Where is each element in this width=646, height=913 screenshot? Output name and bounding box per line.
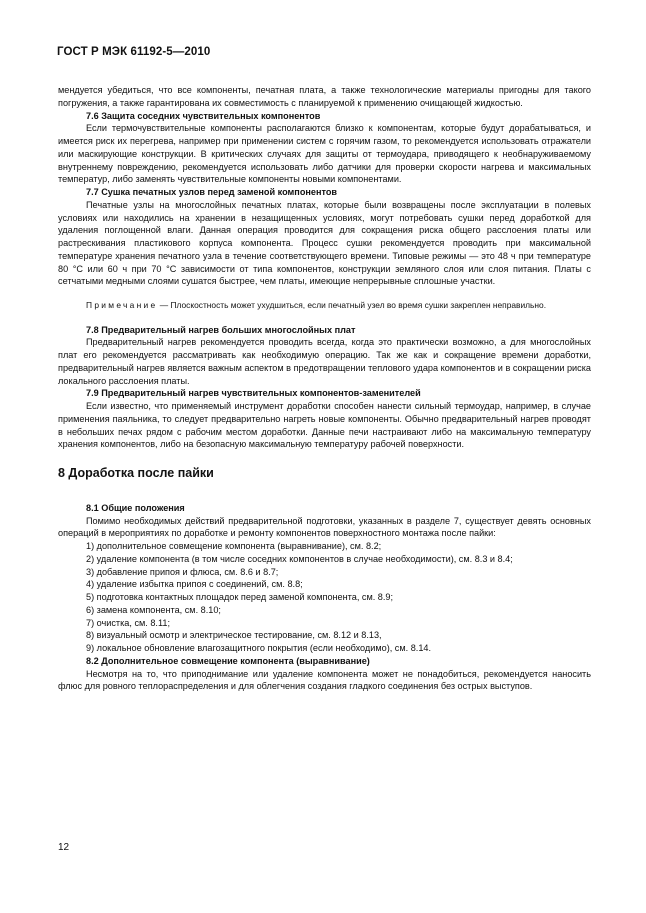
intro-paragraph: мендуется убедиться, что все компоненты, печатная плата, а также технологические материалы пригодны для такого погружения, а также гарантирована их совместимость с планируемой к применению очищающей жидкостью. <box>58 85 591 108</box>
section-7-9-title: 7.9 Предварительный нагрев чувствительных компонентов-заменителей <box>86 388 421 399</box>
list-item: 3) добавление припоя и флюса, см. 8.6 и 8.7; <box>86 566 279 577</box>
list-item: 1) дополнительное совмещение компонента (выравнивание), см. 8.2; <box>86 541 382 551</box>
list-item: 8) визуальный осмотр и электрическое тестирование, см. 8.12 и 8.13, <box>86 630 382 641</box>
section-8-1-title: 8.1 Общие положения <box>86 502 185 513</box>
list-item: 5) подготовка контактных площадок перед заменой компонента, см. 8.9; <box>86 592 394 602</box>
section-7-7-text: Печатные узлы на многослойных печатных платах, которые были возвращены после эксплуатации в полевых условиях или находились на хранении в незащищенных условиях, могут потребовать сушки перед доработкой для удаления поглощенной влаги. Данная операция проводится для сокращения риска общего расслоения платы или растрескивания пластикового корпуса компонента. Процесс сушки рекомендуется проводить при максимальной температуре хранения печатного узла в течение соответствующего времени. Типовые режимы — это 48 ч при температуре 80 °С или 60 ч при 70 °С зависимости от типа компонентов, конструкции земляного слоя или слоя питания. Платы с сетчатыми медными слоями сушатся быстрее, чем платы, имеющие непрерывные сплошные участки. <box>58 199 591 287</box>
note-label: Примечание <box>86 300 158 310</box>
section-7-8-title: 7.8 Предварительный нагрев больших многослойных плат <box>86 324 356 335</box>
section-7-7-title: 7.7 Сушка печатных узлов перед заменой компонентов <box>86 187 338 197</box>
section-8-heading: 8 Доработка после пайки <box>58 466 214 480</box>
list-item: 7) очистка, см. 8.11; <box>86 617 170 628</box>
document-header: ГОСТ Р МЭК 61192-5—2010 <box>57 46 211 58</box>
section-8-1-text: Помимо необходимых действий предварительной подготовки, указанных в разделе 7, существует девять основных операций в мероприятиях по доработке и ремонту компонентов поверхностного монтажа после пайки: <box>58 515 591 539</box>
section-7-6-title: 7.6 Защита соседних чувствительных компонентов <box>86 110 321 121</box>
section-7-9-text: Если известно, что применяемый инструмент доработки способен нанести сильный термоудар, например, в случае применения паяльника, то следует предварительно нагреть новые компоненты. Обычно предварительный нагрев проводят в небольших печах рядом с рабочим местом доработки. Данные печи настраивают либо на максимальную температуру хранения компонентов, либо на безопасную максимальную температуру рабочей поверхности. <box>58 401 591 450</box>
page-number: 12 <box>58 842 70 853</box>
section-8-2-title: 8.2 Дополнительное совмещение компонента (выравнивание) <box>86 655 370 666</box>
list-item: 4) удаление избытка припоя с соединений, см. 8.8; <box>86 579 303 590</box>
section-8-2-text: Несмотря на то, что приподнимание или удаление компонента может не понадобиться, рекомендуется наносить флюс для ровного теплораспределения и для облегчения создания гладкого соединения без острых выступов. <box>58 668 591 692</box>
list-item: 9) локальное обновление влагозащитного покрытия (если необходимо), см. 8.14. <box>86 643 432 653</box>
operations-list <box>58 540 591 655</box>
section-7-6-text: Если термочувствительные компоненты располагаются близко к компонентам, которые будут дорабатываться, и имеется риск их перегрева, например при применении систем с горячим газом, то рекомендуется использовать отражатели или маскирующие конструкции. В критических случаях для защиты от термоудара, приводящего к необнаруживаемому внутреннему повреждению, рекомендуется использовать либо датчики для проверки скорости нагрева и максимальных температур, либо заменять чувствительные компоненты новыми компонентами. <box>58 123 591 185</box>
note-text: — Плоскостность может ухудшиться, если печатный узел во время сушки закреплен неправильно. <box>157 300 547 310</box>
page-body <box>58 84 591 693</box>
section-7-8-text: Предварительный нагрев рекомендуется проводить всегда, когда это практически возможно, а для многослойных плат его рекомендуется рассматривать как необходимую операцию. Так же как и сокращение времени доработки, предварительный нагрев является важным аспектом в предотвращении теплового удара компонентов и в сокращении риска локального расслоения платы. <box>58 337 591 386</box>
list-item: 2) удаление компонента (в том числе соседних компонентов в случае необходимости), см. 8.3 и 8.4; <box>86 553 513 564</box>
list-item: 6) замена компонента, см. 8.10; <box>86 604 221 615</box>
note-paragraph <box>58 299 591 312</box>
